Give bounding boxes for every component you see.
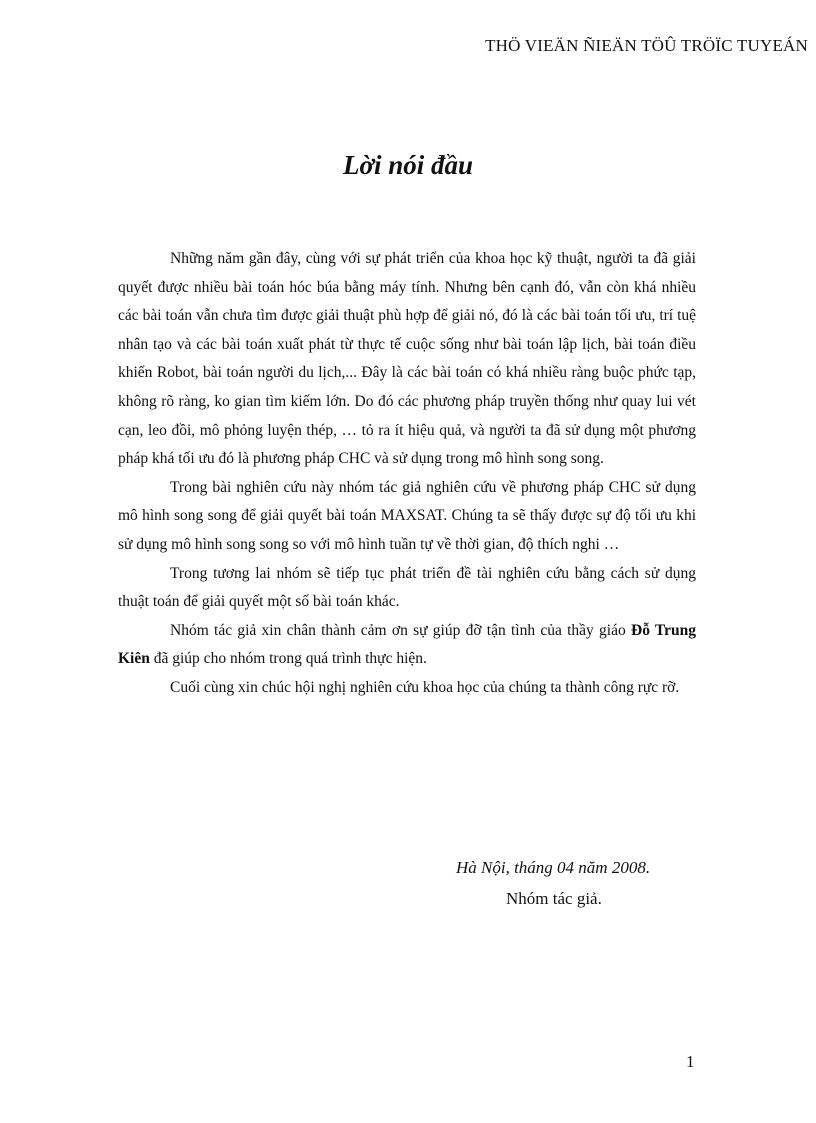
paragraph-3: Trong tương lai nhóm sẽ tiếp tục phát triển đề tài nghiên cứu bằng cách sử dụng thuật toán để giải quyết một số bài toán khác. (118, 564, 696, 611)
paragraph-4-tail: đã giúp cho nhóm trong quá trình thực hiện. (149, 650, 427, 668)
paragraph-4 (118, 617, 696, 674)
advisor-name: Đỗ Trung Kiên (118, 621, 696, 668)
paragraph-2: Trong bài nghiên cứu này nhóm tác giả nghiên cứu về phương pháp CHC sử dụng mô hình song song để giải quyết bài toán MAXSAT. Chúng ta sẽ thấy được sự độ tối ưu khi sử dụng mô hình song song so với mô hình tuần tự về thời gian, độ thích nghi … (118, 478, 696, 553)
page-header: THÖ VIEÄN ÑIEÄN TÖÛ TRÖÏC TUYEÁN (485, 36, 808, 55)
document-title: Lời nói đầu (342, 150, 474, 180)
paragraph-1: Những năm gần đây, cùng với sự phát triển của khoa học kỹ thuật, người ta đã giải quyết được nhiều bài toán hóc búa bằng máy tính. Nhưng bên cạnh đó, vẫn còn khá nhiều các bài toán vẫn chưa tìm được giải thuật phù hợp để giải nó, đó là các bài toán tối ưu, trí tuệ nhân tạo và các bài toán xuất phát từ thực tế cuộc sống như bài toán lập lịch, bài toán điều khiển Robot, bài toán người du lịch,... Đây là các bài toán có khá nhiều ràng buộc phức tạp, không rõ ràng, ko gian tìm kiếm lớn. Do đó các phương pháp truyền thống như quay lui vét cạn, leo đồi, mô phỏng luyện thép, … tỏ ra ít hiệu quả, và người ta đã sử dụng một phương pháp khá tối ưu đó là phương pháp CHC và sử dụng trong mô hình song song. (118, 250, 696, 468)
place-date: Hà Nội, tháng 04 năm 2008. (456, 858, 651, 877)
paragraph-5: Cuối cùng xin chúc hội nghị nghiên cứu khoa học của chúng ta thành công rực rỡ. (170, 678, 680, 696)
page-number: 1 (686, 1052, 695, 1071)
authors-signature: Nhóm tác giả. (506, 889, 602, 908)
paragraph-4-lead: Nhóm tác giả xin chân thành cảm ơn sự giúp đỡ tận tình của thầy giáo (170, 621, 631, 639)
document-body (118, 245, 696, 703)
